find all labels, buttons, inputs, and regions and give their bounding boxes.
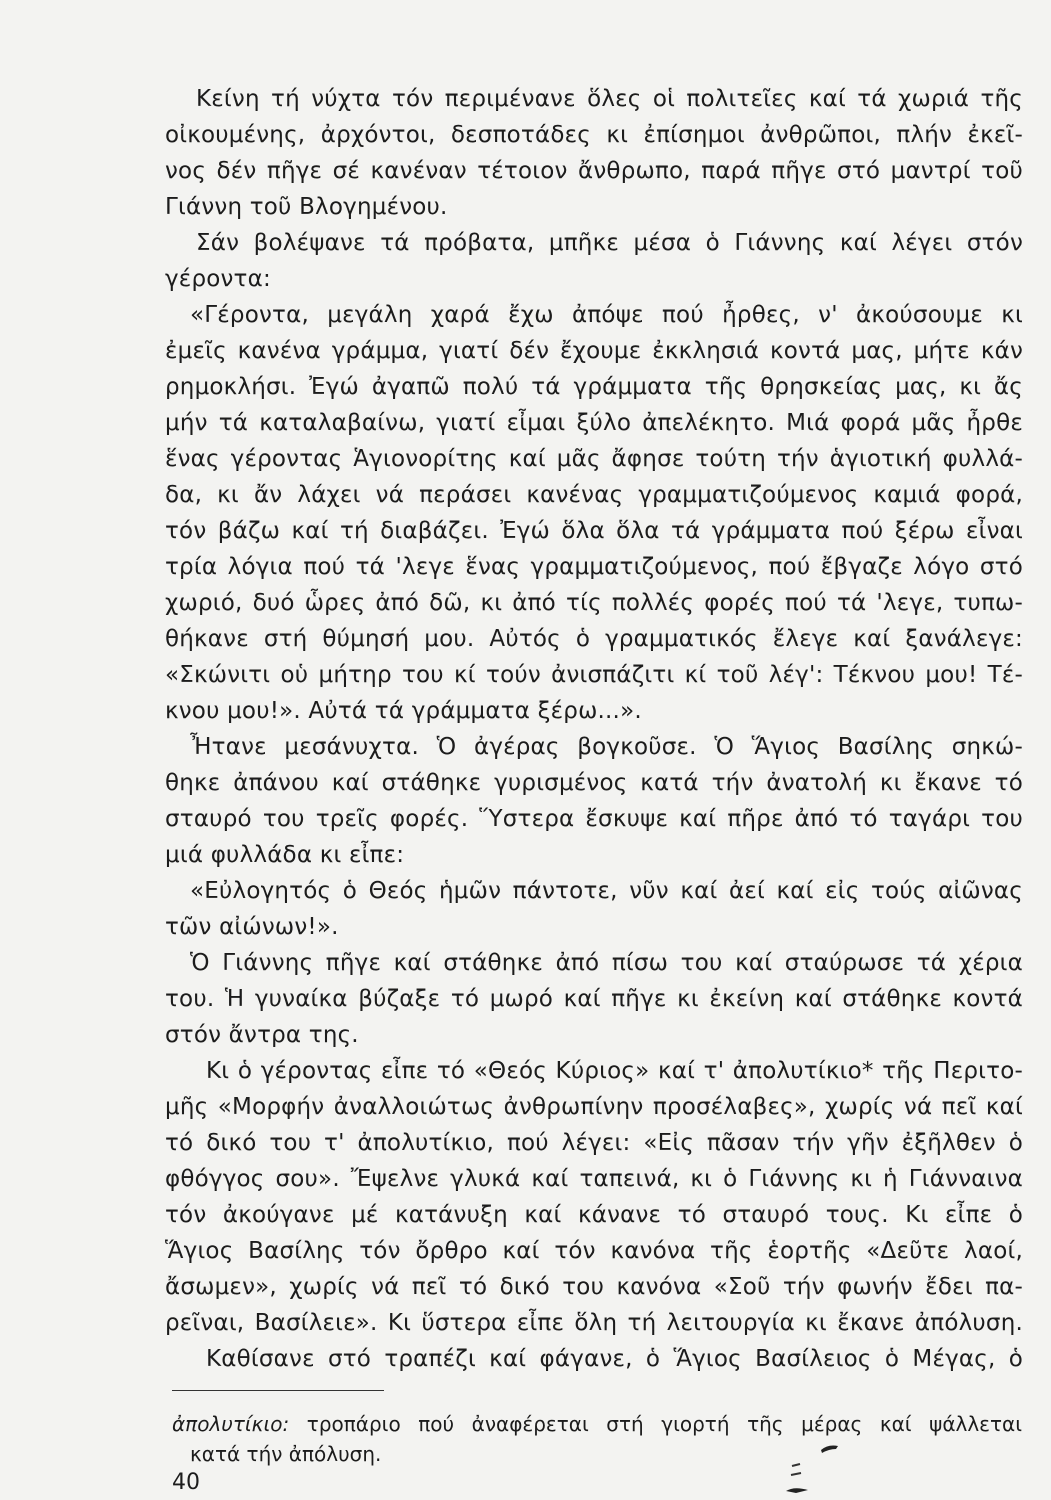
page-number: 40 — [172, 1470, 200, 1495]
text-line: ἕνας γέροντας Ἁγιονορίτης καί μᾶς ἄφησε τούτη τήν ἁγιοτική φυλλά- — [165, 446, 1023, 472]
text-line: τῶν αἰώνων!». — [165, 914, 339, 940]
text-line: Γιάννη τοῦ Βλογημένου. — [165, 194, 448, 220]
ink-speck-icon — [818, 1440, 842, 1456]
footnote-line: κατά τήν ἀπόλυση. — [190, 1442, 382, 1466]
footnote-line — [172, 1412, 1022, 1436]
text-line: Ἅγιος Βασίλης τόν ὄρθρο καί τόν κανόνα τῆς ἑορτῆς «Δεῦτε λαοί, — [165, 1238, 1023, 1264]
text-line: θηκε ἀπάνου καί στάθηκε γυρισμένος κατά τήν ἀνατολή κι ἔκανε τό — [165, 770, 1023, 796]
footnote-divider — [172, 1390, 384, 1391]
text-line: φθόγγος σου». Ἔψελνε γλυκά καί ταπεινά, κι ὁ Γιάννης κι ἡ Γιάνναινα — [165, 1166, 1023, 1192]
text-line: «Εὐλογητός ὁ Θεός ἡμῶν πάντοτε, νῦν καί ἀεί καί εἰς τούς αἰῶνας — [190, 878, 1023, 904]
text-line: Ὁ Γιάννης πῆγε καί στάθηκε ἀπό πίσω του καί σταύρωσε τά χέρια — [190, 950, 1023, 976]
text-line: του. Ἡ γυναίκα βύζαξε τό μωρό καί πῆγε κι ἐκείνη καί στάθηκε κοντά — [165, 986, 1023, 1012]
text-line: μήν τά καταλαβαίνω, γιατί εἶμαι ξύλο ἀπελέκητο. Μιά φορά μᾶς ἦρθε — [165, 410, 1023, 436]
text-line: μῆς «Μορφήν ἀναλλοιώτως ἀνθρωπίνην προσέλαβες», χωρίς νά πεῖ καί — [165, 1094, 1023, 1120]
text-line: γέροντα: — [165, 266, 271, 292]
text-line: Καθίσανε στό τραπέζι καί φάγανε, ὁ Ἅγιος Βασίλειος ὁ Μέγας, ὁ — [206, 1346, 1023, 1372]
text-line: νος δέν πῆγε σέ κανέναν τέτοιον ἄνθρωπο, παρά πῆγε στό μαντρί τοῦ — [165, 158, 1023, 184]
text-line: τόν ἀκούγανε μέ κατάνυξη καί κάνανε τό σταυρό τους. Κι εἶπε ὁ — [165, 1202, 1023, 1228]
text-line: κνου μου!». Αὐτά τά γράμματα ξέρω...». — [165, 698, 642, 724]
text-line: μιά φυλλάδα κι εἶπε: — [165, 842, 405, 868]
footnote-definition: τροπάριο πού ἀναφέρεται στή γιορτή τῆς μέρας καί ψάλλεται — [289, 1412, 1022, 1436]
text-line: τόν βάζω καί τή διαβάζει. Ἐγώ ὅλα ὅλα τά γράμματα πού ξέρω εἶναι — [165, 518, 1023, 544]
text-line: ἄσωμεν», χωρίς νά πεῖ τό δικό του κανόνα «Σοῦ τήν φωνήν ἔδει πα- — [165, 1274, 1023, 1300]
text-line: Σάν βολέψανε τά πρόβατα, μπῆκε μέσα ὁ Γιάννης καί λέγει στόν — [196, 230, 1023, 256]
text-line: δα, κι ἄν λάχει νά περάσει κανένας γραμματιζούμενος καμιά φορά, — [165, 482, 1023, 508]
text-line: Κείνη τή νύχτα τόν περιμένανε ὅλες οἱ πολιτεῖες καί τά χωριά τῆς — [196, 86, 1023, 112]
text-line: στόν ἄντρα της. — [165, 1022, 359, 1048]
footnote-term: ἀπολυτίκιο: — [172, 1412, 290, 1436]
text-line: Κι ὁ γέροντας εἶπε τό «Θεός Κύριος» καί τ' ἀπολυτίκιο* τῆς Περιτο- — [206, 1058, 1023, 1084]
text-line: τό δικό του τ' ἀπολυτίκιο, πού λέγει: «Εἰς πᾶσαν τήν γῆν ἐξῆλθεν ὁ — [165, 1130, 1023, 1156]
text-line: σταυρό του τρεῖς φορές. Ὕστερα ἔσκυψε καί πῆρε ἀπό τό ταγάρι του — [165, 806, 1023, 832]
text-line: ρεῖναι, Βασίλειε». Κι ὕστερα εἶπε ὅλη τή λειτουργία κι ἔκανε ἀπόλυση. — [165, 1310, 1023, 1336]
text-line: «Γέροντα, μεγάλη χαρά ἔχω ἀπόψε πού ἦρθες, ν' ἀκούσουμε κι — [190, 302, 1023, 328]
text-line: θήκανε στή θύμησή μου. Αὐτός ὁ γραμματικός ἔλεγε καί ξανάλεγε: — [165, 626, 1023, 652]
text-line: ἐμεῖς κανένα γράμμα, γιατί δέν ἔχουμε ἐκκλησιά κοντά μας, μήτε κάν — [165, 338, 1023, 364]
text-line: ρημοκλήσι. Ἐγώ ἀγαπῶ πολύ τά γράμματα τῆς θρησκείας μας, κι ἄς — [165, 374, 1023, 400]
text-line: οἰκουμένης, ἀρχόντοι, δεσποτάδες κι ἐπίσημοι ἀνθρῶποι, πλήν ἐκεῖ- — [165, 122, 1023, 148]
text-line: χωριό, δυό ὧρες ἀπό δῶ, κι ἀπό τίς πολλές φορές πού τά 'λεγε, τυπω- — [165, 590, 1023, 616]
ink-marks-icon — [782, 1462, 812, 1496]
text-line: Ἦτανε μεσάνυχτα. Ὁ ἀγέρας βογκοῦσε. Ὁ Ἅγιος Βασίλης σηκώ- — [190, 734, 1023, 760]
text-line: τρία λόγια πού τά 'λεγε ἕνας γραμματιζούμενος, πού ἔβγαζε λόγο στό — [165, 554, 1023, 580]
text-line: «Σκώνιτι οὑ μήτηρ του κί τούν ἀνισπάζιτι κί τοῦ λέγ': Τέκνου μου! Τέ- — [165, 662, 1023, 688]
